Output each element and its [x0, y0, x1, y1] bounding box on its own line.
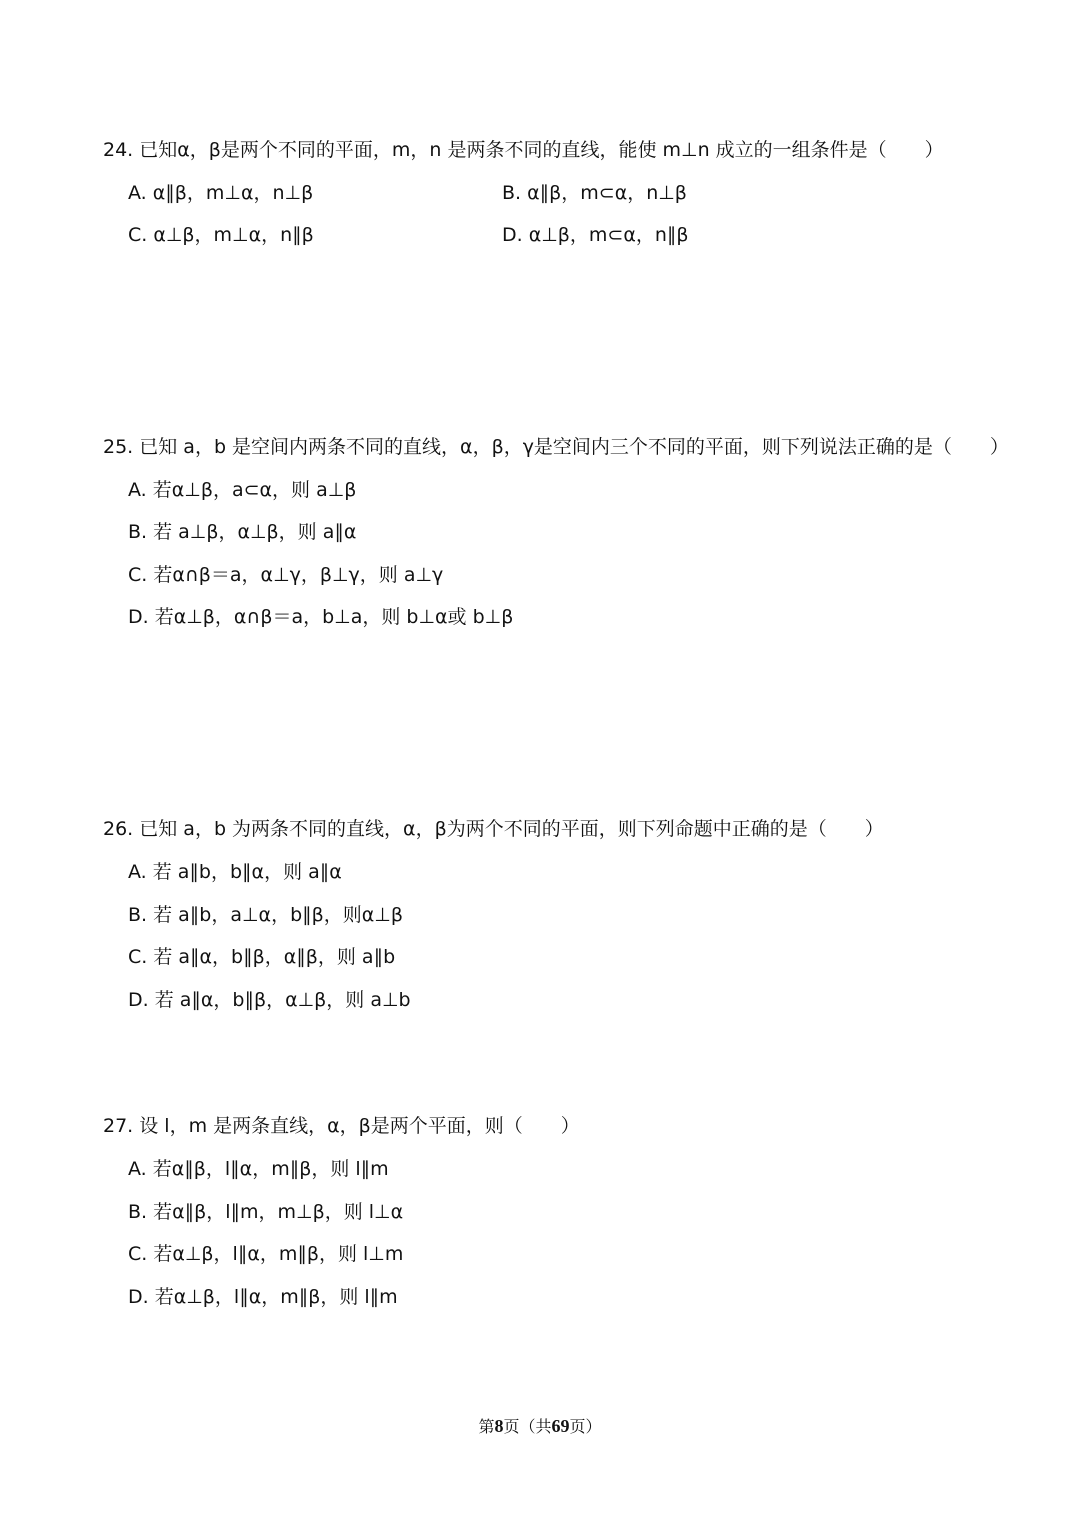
footer-total-pages: 69	[551, 1416, 570, 1436]
question-25-stem: 25. 已知 a，b 是空间内两条不同的直线，α，β，γ是空间内三个不同的平面，则下列说法正确的是（ ）	[103, 436, 1009, 458]
question-24-option-b: B. α∥β，m⊂α，n⊥β	[502, 182, 687, 204]
footer-suffix: 页）	[569, 1417, 602, 1436]
question-25-option-d: D. 若α⊥β，α∩β＝a，b⊥a，则 b⊥α或 b⊥β	[128, 606, 514, 628]
question-25-option-c: C. 若α∩β＝a，α⊥γ，β⊥γ，则 a⊥γ	[128, 564, 444, 586]
question-24-stem: 24. 已知α，β是两个不同的平面，m，n 是两条不同的直线，能使 m⊥n 成立的一组条件是（ ）	[103, 139, 944, 161]
footer-page-number: 8	[494, 1416, 504, 1436]
page-footer	[0, 1415, 1080, 1438]
footer-prefix: 第	[478, 1417, 495, 1436]
footer-middle: 页（共	[503, 1417, 552, 1436]
question-27-stem: 27. 设 l，m 是两条直线，α，β是两个平面，则（ ）	[103, 1115, 580, 1137]
question-26-option-c: C. 若 a∥α，b∥β，α∥β，则 a∥b	[128, 946, 396, 968]
question-25-option-b: B. 若 a⊥β，α⊥β，则 a∥α	[128, 521, 357, 543]
question-24-option-d: D. α⊥β，m⊂α，n∥β	[502, 224, 689, 246]
question-25-option-a: A. 若α⊥β，a⊂α，则 a⊥β	[128, 479, 357, 501]
question-24-option-a: A. α∥β，m⊥α，n⊥β	[128, 182, 314, 204]
question-27-option-d: D. 若α⊥β，l∥α，m∥β，则 l∥m	[128, 1286, 398, 1308]
question-26-option-b: B. 若 a∥b，a⊥α，b∥β，则α⊥β	[128, 904, 403, 926]
question-26-stem: 26. 已知 a，b 为两条不同的直线，α，β为两个不同的平面，则下列命题中正确的是（ ）	[103, 818, 884, 840]
question-27-option-a: A. 若α∥β，l∥α，m∥β，则 l∥m	[128, 1158, 389, 1180]
question-24-option-c: C. α⊥β，m⊥α，n∥β	[128, 224, 314, 246]
question-27-option-b: B. 若α∥β，l∥m，m⊥β，则 l⊥α	[128, 1201, 404, 1223]
question-26-option-d: D. 若 a∥α，b∥β，α⊥β，则 a⊥b	[128, 989, 411, 1011]
question-26-option-a: A. 若 a∥b，b∥α，则 a∥α	[128, 861, 342, 883]
question-27-option-c: C. 若α⊥β，l∥α，m∥β，则 l⊥m	[128, 1243, 404, 1265]
